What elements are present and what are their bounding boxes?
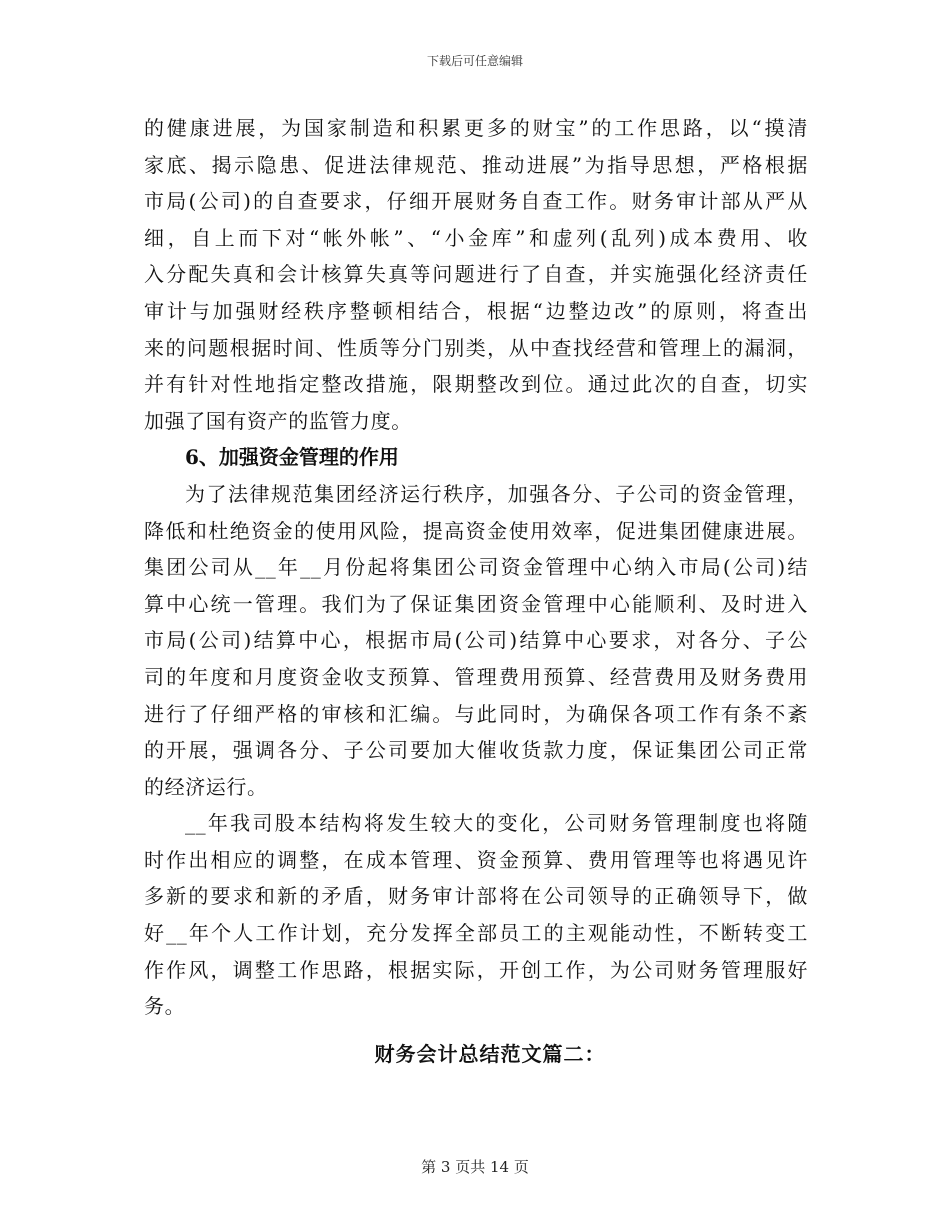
text-line: 时作出相应的调整，在成本管理、资金预算、费用管理等也将遇见许	[144, 847, 808, 872]
text-line: 作作风，调整工作思路，根据实际，开创工作，为公司财务管理服好	[144, 957, 808, 982]
paragraph-3	[144, 805, 808, 1025]
text-line: 的经济运行。	[144, 774, 268, 799]
paragraph-1	[144, 110, 808, 439]
text-line: 市局(公司)的自查要求，仔细开展财务自查工作。财务审计部从严从	[144, 189, 808, 214]
text-line: 好__年个人工作计划，充分发挥全部员工的主观能动性，不断转变工	[144, 921, 808, 946]
text-line: 的健康进展，为国家制造和积累更多的财宝”的工作思路，以“摸清	[144, 116, 808, 140]
text-line: 家底、揭示隐患、促进法律规范、推动进展”为指导思想，严格根据	[144, 152, 808, 177]
text-line: 来的问题根据时间、性质等分门别类，从中查找经营和管理上的漏洞，	[144, 335, 808, 360]
paragraph-2	[144, 476, 808, 805]
document-body	[144, 110, 808, 1025]
section-title: 财务会计总结范文篇二：	[374, 1042, 606, 1066]
text-line: 加强了国有资产的监管力度。	[144, 408, 412, 433]
text-line: __年我司股本结构将发生较大的变化，公司财务管理制度也将随	[185, 811, 808, 836]
text-line: 市局(公司)结算中心，根据市局(公司)结算中心要求，对各分、子公	[144, 628, 808, 653]
text-line: 细，自上而下对“帐外帐”、“小金库”和虚列(乱列)成本费用、收	[144, 225, 808, 250]
text-line: 务。	[144, 994, 186, 1019]
text-line: 的开展，强调各分、子公司要加大催收货款力度，保证集团公司正常	[144, 738, 808, 763]
text-line: 算中心统一管理。我们为了保证集团资金管理中心能顺利、及时进入	[144, 591, 808, 616]
text-line: 司的年度和月度资金收支预算、管理费用预算、经营费用及财务费用	[144, 664, 808, 689]
text-line: 审计与加强财经秩序整顿相结合，根据“边整边改”的原则，将查出	[144, 298, 808, 323]
page-footer: 第 3 页共 14 页	[421, 1158, 529, 1176]
text-line: 多新的要求和新的矛盾，财务审计部将在公司领导的正确领导下，做	[144, 884, 808, 909]
text-line: 为了法律规范集团经济运行秩序，加强各分、子公司的资金管理，	[185, 481, 808, 506]
section-heading: 6、加强资金管理的作用	[185, 445, 399, 470]
text-line: 集团公司从__年__月份起将集团公司资金管理中心纳入市局(公司)结	[144, 555, 808, 580]
text-line: 并有针对性地指定整改措施，限期整改到位。通过此次的自查，切实	[144, 372, 808, 397]
text-line: 降低和杜绝资金的使用风险，提高资金使用效率，促进集团健康进展。	[144, 518, 808, 543]
page-header: 下载后可任意编辑	[426, 54, 523, 68]
text-line: 进行了仔细严格的审核和汇编。与此同时，为确保各项工作有条不紊	[144, 701, 808, 726]
text-line: 入分配失真和会计核算失真等问题进行了自查，并实施强化经济责任	[144, 262, 808, 287]
